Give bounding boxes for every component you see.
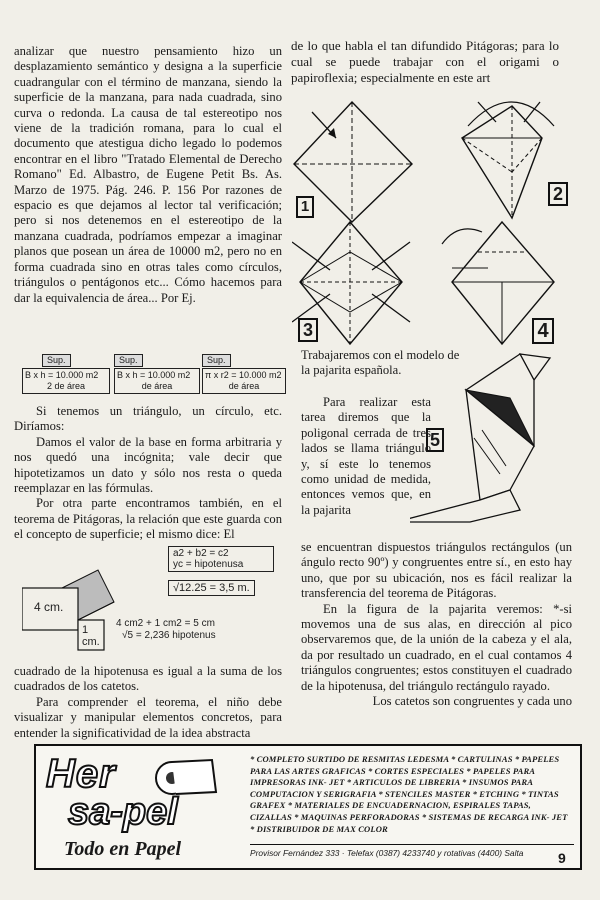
- step-number-3: 3: [298, 318, 318, 342]
- task-text: Para realizar esta tarea diremos que la poligonal cerrada de tres lados se llama triángulo y, sí este lo tenemos como unidad de medida, entonces vemos que, en la pajarita: [301, 395, 431, 517]
- left-paragraph-1: analizar que nuestro pensamiento hizo un desplazamiento semántico y designa a la superficie cuadrangular con el término de manzana, siendo la superficie de la manzana, para nada cuadrada, sino curva o redonda. La causa de tal estereotipo nos viene de la tradición romana, para lo cual el documento que atestigua dicho legado lo podemos encontrar en el libro "Tratado Elemental de Derecho Romano" Ed. Albastro, de Eugene Petit Bs. As. Marzo de 1975. Pág. 246. P. 156 Por razones de espacio es que dejamos al lector tal verificación; pero si nos detenemos en el estereotipo de la manzana cuadrada, podríamos empezar a imaginar planos que posean un área de 10000 m2, pero no en forma cuadrada sino en otras tales como círculos, triángulos o pentágonos etc... Cómo hacemos para dar la equivalencia de área... Por Ej.: [14, 44, 282, 305]
- eq-3: 4 cm2 + 1 cm2 = 5 cm: [116, 618, 215, 629]
- formula-sub: 2 de área: [46, 381, 86, 391]
- ad-product-list: * COMPLETO SURTIDO DE RESMITAS LEDESMA * CARTULINAS * PAPELES PARA LAS ARTES GRAFICAS * CORTES ESPECIALES * PAPELES PARA IMPRESORAS INK- JET * ARTICULOS DE LIBRERIA * INSUMOS PARA COMPUTACION Y SERIGRAFIA * STENCILES MASTER * ETCHING * TINTAS GRAFEX * MATERIALES DE ENCUADERNACION, ESPIRALES TAPAS, CIZALLAS * MAQUINAS PERFORADORAS * SISTEMAS DE RECARGA INK- JET * DISTRIBUIDOR DE MAX COLOR: [250, 754, 568, 834]
- figure-caption: Trabajaremos con el modelo de la pajarita española.: [301, 348, 460, 378]
- formula-text: B x h = 10.000 m2: [25, 370, 99, 380]
- eq-1b: yc = hipotenusa: [173, 559, 244, 570]
- origami-diagrams: [292, 82, 572, 372]
- label-4cm: 4 cm.: [34, 600, 64, 614]
- formula-rectangle: [114, 350, 200, 394]
- logo-line-2: sa-pel: [68, 791, 178, 833]
- formula-head: Sup.: [42, 354, 71, 367]
- left-column-bottom: [14, 664, 282, 741]
- formula-pythagoras: [168, 546, 274, 572]
- left-paragraph-5: cuadrado de la hipotenusa es igual a la suma de los cuadrados de los catetos.: [14, 664, 282, 694]
- logo-line-1: Her: [46, 752, 116, 796]
- origami-step-2-icon: [462, 102, 554, 218]
- ad-address: Provisor Fernández 333 · Telefax (0387) 4233740 y rotativas (4400) Salta: [250, 844, 574, 858]
- formula-triangle: [22, 350, 110, 394]
- formula-root: √12.25 = 3,5 m.: [168, 580, 255, 596]
- formula-head: Sup.: [202, 354, 231, 367]
- formula-circle: [202, 350, 286, 394]
- step-number-5: 5: [426, 428, 444, 452]
- logo-tagline: Todo en Papel: [64, 838, 182, 860]
- right-paragraph-2: se encuentran dispuestos triángulos rectángulos (un ángulo recto 90º) y congruentes entre sí., en esto hay uno, que por su ubicación, nos es fácil realizar la transferencia del teorema de Pitágoras.: [301, 540, 572, 601]
- hersapel-logo: [42, 752, 242, 862]
- advertisement-banner: [34, 744, 582, 870]
- formula-sub: de área: [228, 381, 260, 391]
- left-column: [14, 44, 282, 306]
- right-column-bottom: [301, 540, 572, 709]
- step-number-1: 1: [296, 196, 314, 218]
- formula-head: Sup.: [114, 354, 143, 367]
- formula-body: [202, 368, 286, 394]
- formula-body: [22, 368, 110, 394]
- step-number-2: 2: [548, 182, 568, 206]
- formula-text: π x r2 = 10.000 m2: [205, 370, 282, 380]
- step-number-4: 4: [532, 318, 554, 344]
- left-paragraph-4: Por otra parte encontramos también, en el teorema de Pitágoras, la relación que este guarda con el concepto de superficie; el mismo dice: El: [14, 496, 282, 542]
- pythagoras-figure: [22, 550, 284, 660]
- right-paragraph-3: En la figura de la pajarita veremos: *-si movemos una de sus alas, en dirección al pico observaremos que, de la unión de la cabeza y el ala, da por resultado un cuadrado, en el cual contamos 4 triángulos congruentes; estos constituyen el cuadrado de la hipotenusa, del triángulo rectángulo rayado.: [301, 601, 572, 693]
- formula-sub: de área: [141, 381, 173, 391]
- page-number: 9: [558, 850, 566, 866]
- area-formulas: [22, 350, 284, 390]
- right-paragraph-4: Los catetos son congruentes y cada uno: [372, 694, 572, 709]
- left-column-mid: [14, 404, 282, 543]
- left-paragraph-2: Si tenemos un triángulo, un círculo, etc. Diríamos:: [14, 404, 282, 434]
- eq-4: √5 = 2,236 hipotenus: [122, 630, 216, 641]
- left-paragraph-6: Para comprender el teorema, el niño debe visualizar y manipular elementos concretos, para entender la significatividad de la idea abstracta: [14, 694, 282, 740]
- right-task-paragraph: [301, 395, 431, 518]
- label-1cm: 1 cm.: [82, 624, 100, 648]
- formula-text: B x h = 10.000 m2: [117, 370, 191, 380]
- right-paragraph-1: de lo que habla el tan difundido Pitágoras; para lo cual se puede trabajar con el origami o papiroflexia; especialmente en este art: [291, 38, 559, 85]
- left-paragraph-3: Damos el valor de la base en forma arbitraria y nos quedó una incógnita; vale decir que hipotetizamos un dato y sólo nos resta o queda reemplazar en las fórmulas.: [14, 434, 282, 496]
- eq-1: a2 + b2 = c2: [173, 548, 229, 559]
- formula-body: [114, 368, 200, 394]
